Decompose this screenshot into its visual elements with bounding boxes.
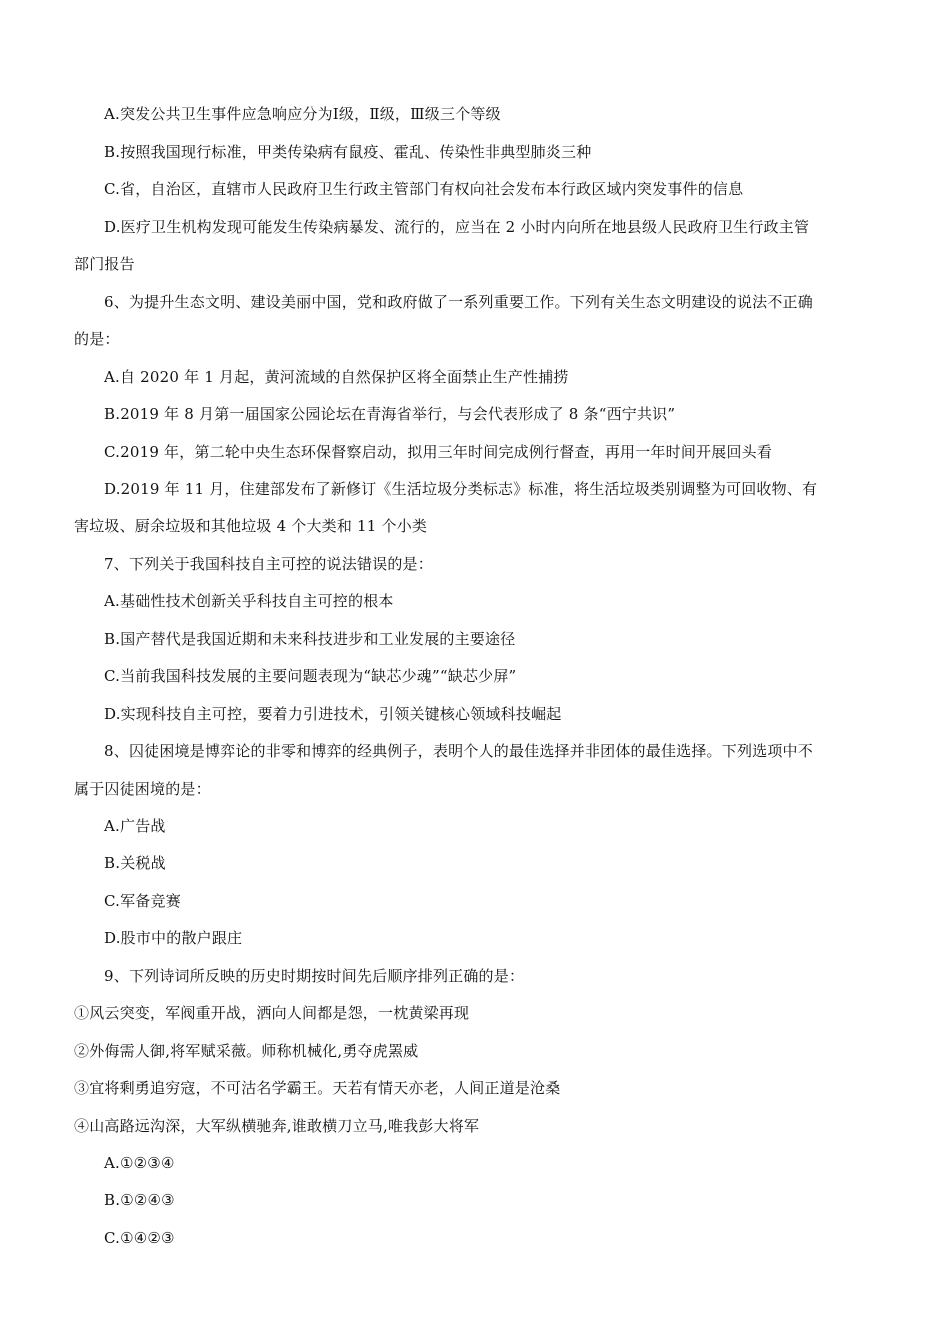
- option-8d: D.股市中的散户跟庄: [104, 929, 243, 947]
- option-5b: B.按照我国现行标准，甲类传染病有鼠疫、霍乱、传染性非典型肺炎三种: [104, 143, 592, 161]
- option-5c: C.省，自治区，直辖市人民政府卫生行政主管部门有权向社会发布本行政区域内突发事件的信息: [104, 180, 744, 198]
- option-5d: D.医疗卫生机构发现可能发生传染病暴发、流行的，应当在 2 小时内向所在地县级人民政府卫生行政主管: [104, 218, 810, 236]
- question-8-cont: 属于囚徒困境的是：: [74, 780, 211, 798]
- question-6: 6、为提升生态文明、建设美丽中国，党和政府做了一系列重要工作。下列有关生态文明建设的说法不正确: [104, 293, 813, 311]
- question-6-cont: 的是：: [74, 330, 120, 348]
- option-9c: C.①④②③: [104, 1229, 175, 1247]
- option-6a: A.自 2020 年 1 月起，黄河流域的自然保护区将全面禁止生产性捕捞: [104, 368, 569, 386]
- option-8a: A.广告战: [104, 817, 166, 835]
- option-6d-cont: 害垃圾、厨余垃圾和其他垃圾 4 个大类和 11 个小类: [74, 517, 428, 535]
- question-8: 8、囚徒困境是博弈论的非零和博弈的经典例子，表明个人的最佳选择并非团体的最佳选择。下列选项中不: [104, 742, 813, 760]
- option-5d-cont: 部门报告: [74, 255, 135, 273]
- poem-4: ④山高路远沟深，大军纵横驰奔,谁敢横刀立马,唯我彭大将军: [74, 1117, 480, 1135]
- option-7b: B.国产替代是我国近期和未来科技进步和工业发展的主要途径: [104, 630, 516, 648]
- question-9: 9、下列诗词所反映的历史时期按时间先后顺序排列正确的是：: [104, 967, 525, 985]
- option-6b: B.2019 年 8 月第一届国家公园论坛在青海省举行，与会代表形成了 8 条“西宁共识”: [104, 405, 676, 423]
- option-9a: A.①②③④: [104, 1154, 175, 1172]
- poem-1: ①风云突变，军阀重开战，洒向人间都是怨，一枕黄梁再现: [74, 1004, 470, 1022]
- option-7c: C.当前我国科技发展的主要问题表现为“缺芯少魂”“缺芯少屏”: [104, 667, 517, 685]
- question-7: 7、下列关于我国科技自主可控的说法错误的是：: [104, 555, 433, 573]
- option-6c: C.2019 年，第二轮中央生态环保督察启动，拟用三年时间完成例行督查，再用一年时间开展回头看: [104, 443, 773, 461]
- poem-3: ③宜将剩勇追穷寇，不可沽名学霸王。天若有情天亦老，人间正道是沧桑: [74, 1079, 561, 1097]
- option-8b: B.关税战: [104, 854, 166, 872]
- option-6d: D.2019 年 11 月，住建部发布了新修订《生活垃圾分类标志》标准，将生活垃圾类别调整为可回收物、有: [104, 480, 818, 498]
- poem-2: ②外侮需人御,将军赋采薇。师称机械化,勇夺虎罴威: [74, 1042, 419, 1060]
- option-9b: B.①②④③: [104, 1191, 175, 1209]
- option-5a: A.突发公共卫生事件应急响应分为Ⅰ级，Ⅱ级，Ⅲ级三个等级: [104, 105, 501, 123]
- option-7a: A.基础性技术创新关乎科技自主可控的根本: [104, 592, 394, 610]
- option-8c: C.军备竞赛: [104, 892, 181, 910]
- option-7d: D.实现科技自主可控，要着力引进技术，引领关键核心领域科技崛起: [104, 705, 562, 723]
